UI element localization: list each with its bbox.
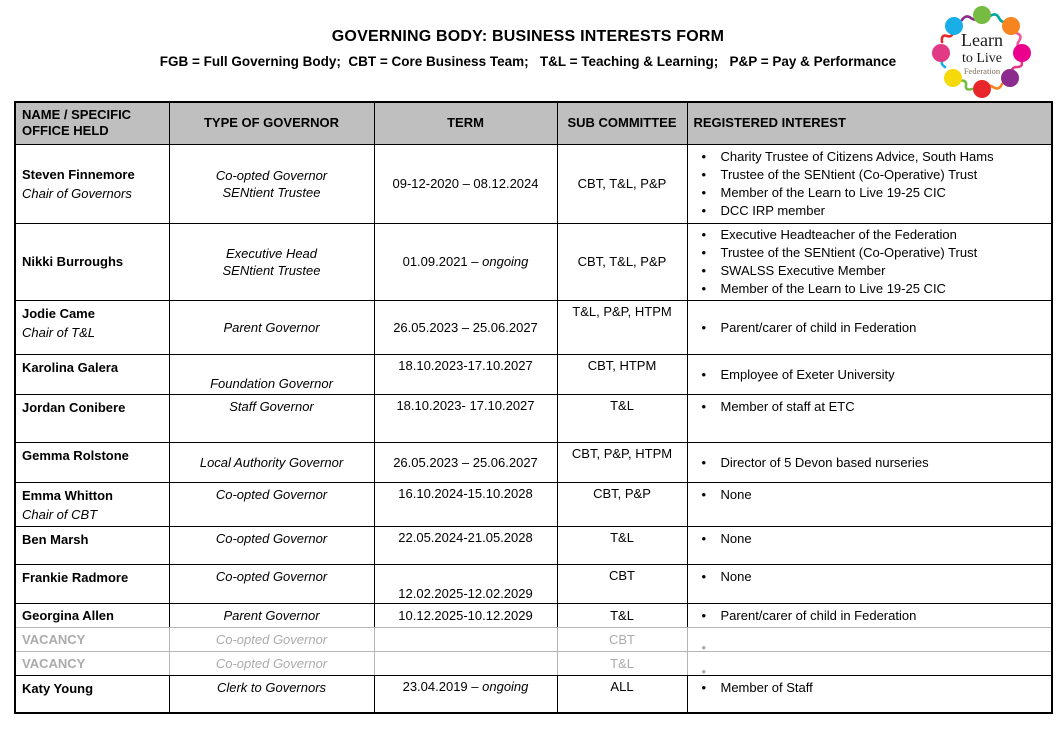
interest-item: • Member of staff at ETC	[700, 398, 1048, 415]
interest-item: • Member of the Learn to Live 19-25 CIC	[700, 280, 1048, 298]
header-sub-committee: SUB COMMITTEE	[557, 102, 687, 144]
cell-term: 01.09.2021 – ongoing	[374, 223, 557, 300]
governor-office: Chair of CBT	[22, 506, 98, 522]
cell-type: Co-opted Governor SENtient Trustee	[169, 144, 374, 223]
table-row-vacancy-1	[15, 627, 1052, 651]
table-row-frankie-radmore	[15, 564, 1052, 603]
interest-item: • Director of 5 Devon based nurseries	[700, 454, 1048, 471]
table-row-jordan-conibere	[15, 394, 1052, 442]
table-row-gemma-rolstone	[15, 442, 1052, 482]
header-term: TERM	[374, 102, 557, 144]
governor-name: Steven Finnemore	[22, 166, 135, 182]
cell-type: Clerk to Governors	[169, 675, 374, 713]
cell-term: 12.02.2025-12.02.2029	[374, 564, 557, 603]
cell-name	[15, 603, 169, 627]
cell-registered-interest	[687, 482, 1052, 526]
cell-sub-committee: CBT	[557, 564, 687, 603]
cell-registered-interest	[687, 675, 1052, 713]
table-row-steven-finnemore	[15, 144, 1052, 223]
cell-registered-interest	[687, 223, 1052, 300]
governor-name: Emma Whitton	[22, 487, 113, 503]
cell-name	[15, 223, 169, 300]
governor-name: Nikki Burroughs	[22, 254, 124, 269]
table-row-vacancy-2	[15, 651, 1052, 675]
governor-office: Chair of Governors	[22, 185, 132, 201]
cell-registered-interest	[687, 564, 1052, 603]
governor-name: Jordan Conibere	[22, 399, 126, 415]
cell-term: 23.04.2019 – ongoing	[374, 675, 557, 713]
cell-name	[15, 144, 169, 223]
cell-sub-committee: T&L	[557, 526, 687, 564]
interest-item: • Charity Trustee of Citizens Advice, South Hams	[700, 148, 1048, 166]
interest-item: • Member of the Learn to Live 19-25 CIC	[700, 184, 1048, 202]
cell-term: 26.05.2023 – 25.06.2027	[374, 300, 557, 354]
interest-item: • None	[700, 530, 1048, 547]
cell-sub-committee: T&L	[557, 603, 687, 627]
cell-name	[15, 627, 169, 651]
business-interests-table	[14, 101, 1053, 714]
cell-sub-committee: ALL	[557, 675, 687, 713]
cell-registered-interest	[687, 144, 1052, 223]
cell-sub-committee: CBT, HTPM	[557, 354, 687, 394]
cell-name	[15, 482, 169, 526]
table-header-row	[15, 102, 1052, 144]
cell-sub-committee: T&L	[557, 651, 687, 675]
cell-sub-committee: T&L, P&P, HTPM	[557, 300, 687, 354]
interest-item: • Employee of Exeter University	[700, 366, 1048, 383]
interest-item: • SWALSS Executive Member	[700, 262, 1048, 280]
cell-registered-interest	[687, 651, 1052, 675]
logo-wordmark	[961, 30, 1003, 76]
cell-term	[374, 651, 557, 675]
cell-term: 18.10.2023-17.10.2027	[374, 354, 557, 394]
interest-item: • Trustee of the SENtient (Co-Operative) Trust	[700, 166, 1048, 184]
cell-sub-committee: CBT	[557, 627, 687, 651]
interest-item: • Parent/carer of child in Federation	[700, 607, 1048, 624]
interest-item: • None	[700, 486, 1048, 503]
governor-name: VACANCY	[22, 655, 86, 671]
header-registered-interest: REGISTERED INTEREST	[687, 102, 1052, 144]
cell-name	[15, 354, 169, 394]
cell-type: Parent Governor	[169, 300, 374, 354]
learn-to-live-federation-logo	[926, 5, 1040, 99]
cell-sub-committee: CBT, P&P, HTPM	[557, 442, 687, 482]
table-row-katy-young	[15, 675, 1052, 713]
cell-registered-interest	[687, 394, 1052, 442]
cell-sub-committee: CBT, T&L, P&P	[557, 223, 687, 300]
cell-term: 09-12-2020 – 08.12.2024	[374, 144, 557, 223]
header-type-of-governor: TYPE OF GOVERNOR	[169, 102, 374, 144]
cell-term: 16.10.2024-15.10.2028	[374, 482, 557, 526]
logo-text-learn: Learn	[961, 30, 1003, 50]
cell-type: Executive Head SENtient Trustee	[169, 223, 374, 300]
cell-term: 26.05.2023 – 25.06.2027	[374, 442, 557, 482]
header-name-office: NAME / SPECIFIC OFFICE HELD	[15, 102, 169, 144]
governor-name: Katy Young	[22, 680, 94, 696]
table-row-ben-marsh	[15, 526, 1052, 564]
governor-name: Ben Marsh	[22, 531, 89, 547]
cell-registered-interest	[687, 526, 1052, 564]
cell-type: Local Authority Governor	[169, 442, 374, 482]
cell-registered-interest	[687, 354, 1052, 394]
abbreviation-legend: FGB = Full Governing Body; CBT = Core Business Team; T&L = Teaching & Learning; P&P = Pay & Performance	[159, 54, 897, 69]
table-row-karolina-galera	[15, 354, 1052, 394]
interest-item: • None	[700, 568, 1048, 585]
interest-item: • Parent/carer of child in Federation	[700, 319, 1048, 336]
table-row-nikki-burroughs	[15, 223, 1052, 300]
interest-item: • Trustee of the SENtient (Co-Operative) Trust	[700, 244, 1048, 262]
cell-registered-interest	[687, 627, 1052, 651]
cell-term: 22.05.2024-21.05.2028	[374, 526, 557, 564]
cell-registered-interest	[687, 442, 1052, 482]
cell-type: Co-opted Governor	[169, 482, 374, 526]
cell-type: Parent Governor	[169, 603, 374, 627]
governor-name: VACANCY	[22, 631, 86, 647]
governor-name: Karolina Galera	[22, 359, 119, 375]
cell-type: Foundation Governor	[169, 354, 374, 394]
cell-type: Co-opted Governor	[169, 651, 374, 675]
cell-type: Co-opted Governor	[169, 627, 374, 651]
governor-name: Jodie Came	[22, 305, 95, 321]
governor-name: Frankie Radmore	[22, 569, 129, 585]
cell-sub-committee: CBT, P&P	[557, 482, 687, 526]
logo-text-to-live: to Live	[961, 51, 1003, 66]
governor-name: Georgina Allen	[22, 607, 114, 623]
interest-item: • Executive Headteacher of the Federation	[700, 226, 1048, 244]
cell-term: 10.12.2025-10.12.2029	[374, 603, 557, 627]
cell-registered-interest	[687, 300, 1052, 354]
interest-item: • Member of Staff	[700, 679, 1048, 696]
cell-sub-committee: CBT, T&L, P&P	[557, 144, 687, 223]
logo-text-federation: Federation	[963, 66, 1001, 76]
cell-type: Staff Governor	[169, 394, 374, 442]
interest-item: • DCC IRP member	[700, 202, 1048, 220]
logo-graphic	[926, 5, 1040, 99]
governor-name: Gemma Rolstone	[22, 447, 129, 463]
governor-office: Chair of T&L	[22, 324, 95, 340]
cell-name	[15, 675, 169, 713]
page-title: GOVERNING BODY: BUSINESS INTERESTS FORM	[331, 28, 725, 45]
cell-name	[15, 651, 169, 675]
table-row-georgina-allen	[15, 603, 1052, 627]
cell-name	[15, 564, 169, 603]
cell-type: Co-opted Governor	[169, 564, 374, 603]
cell-name	[15, 442, 169, 482]
cell-name	[15, 526, 169, 564]
table-row-jodie-came	[15, 300, 1052, 354]
cell-name	[15, 300, 169, 354]
cell-sub-committee: T&L	[557, 394, 687, 442]
table-row-emma-whitton	[15, 482, 1052, 526]
cell-name	[15, 394, 169, 442]
cell-term: 18.10.2023- 17.10.2027	[374, 394, 557, 442]
cell-registered-interest	[687, 603, 1052, 627]
cell-term	[374, 627, 557, 651]
cell-type: Co-opted Governor	[169, 526, 374, 564]
